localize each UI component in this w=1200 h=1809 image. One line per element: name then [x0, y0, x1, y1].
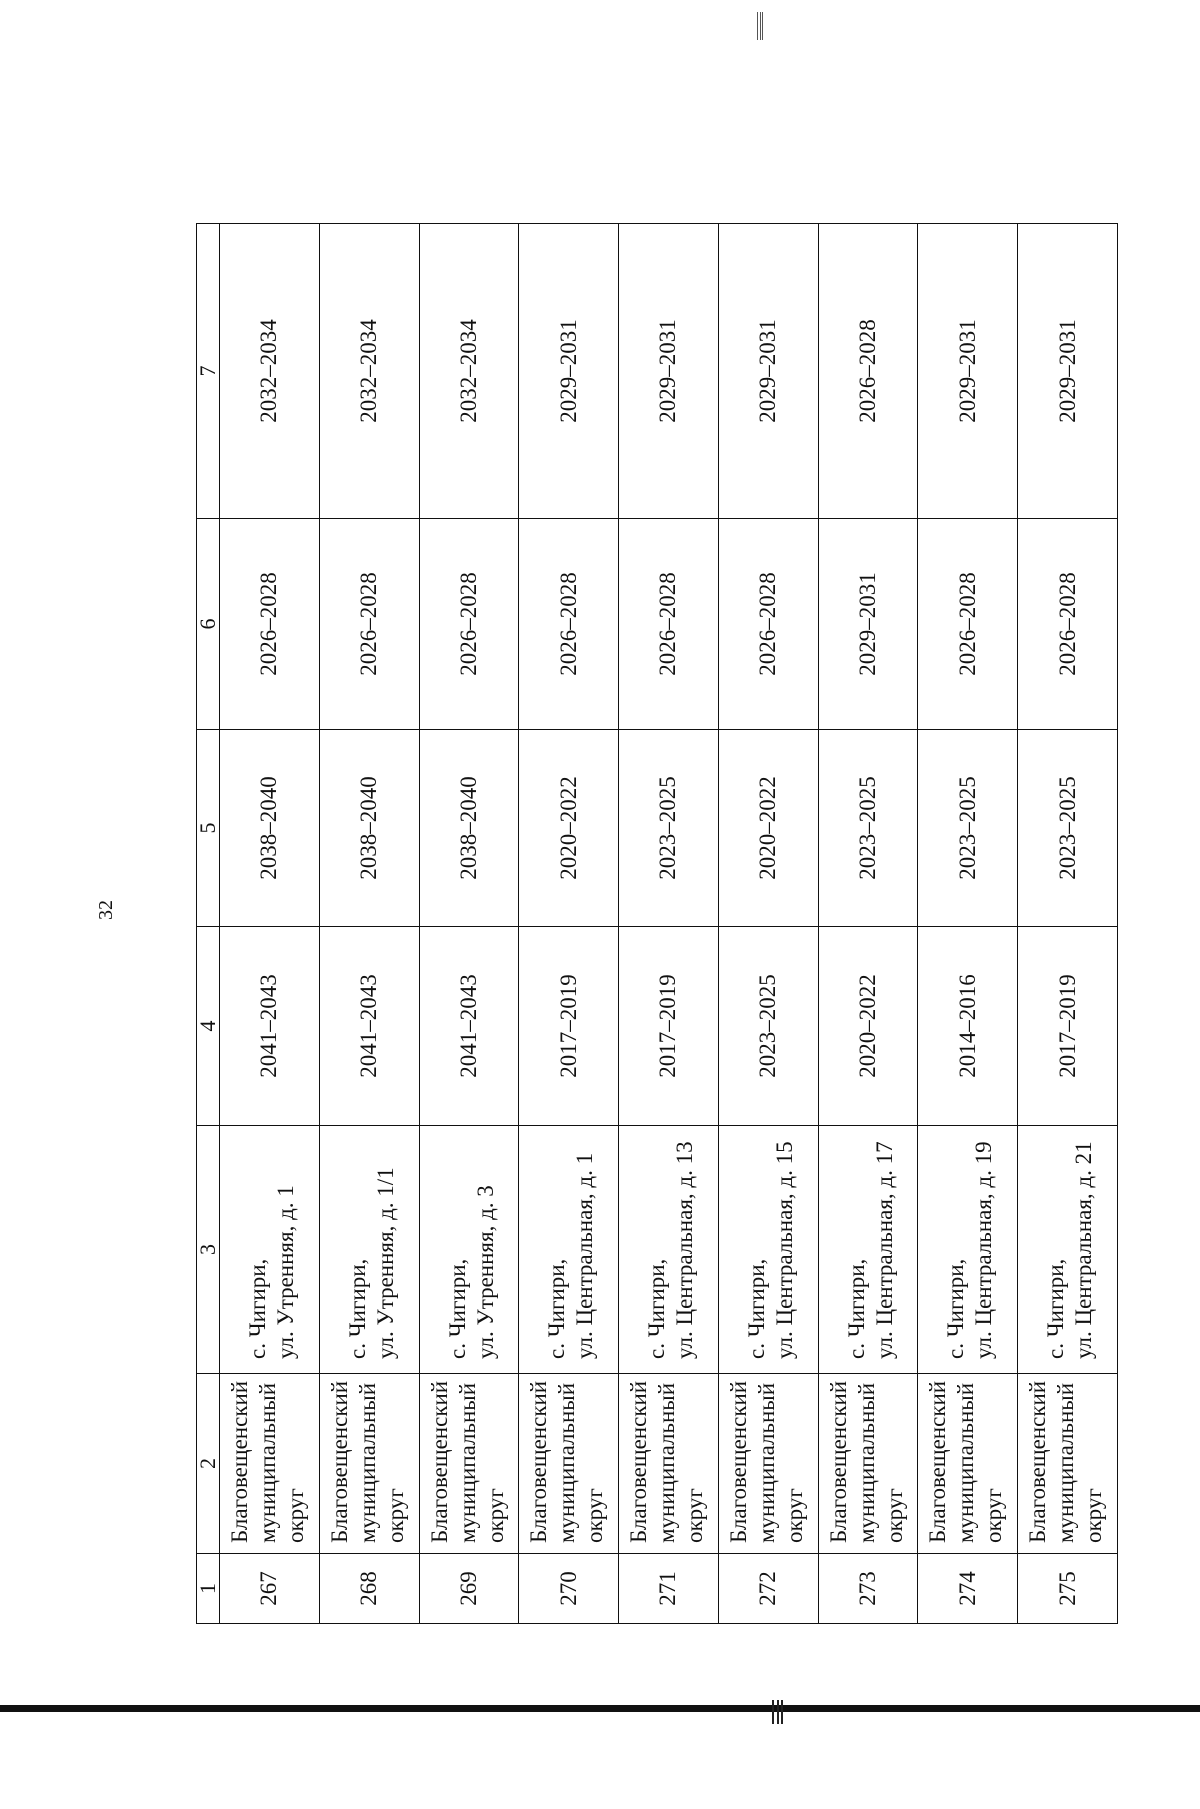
- district-cell: [519, 1374, 619, 1554]
- period-cell: 2026–2028: [220, 519, 320, 730]
- period-cell: 2041–2043: [220, 927, 320, 1126]
- period-cell: 2017–2019: [619, 927, 719, 1126]
- address-line: ул. Утренняя, д. 1/1: [372, 1167, 398, 1359]
- period-cell: 2023–2025: [718, 927, 818, 1126]
- address-line: с. Чигири,: [843, 1258, 869, 1359]
- district-line: муниципальный: [853, 1382, 879, 1543]
- district-line: округ: [1081, 1488, 1107, 1543]
- district-cell: [220, 1374, 320, 1554]
- district-line: округ: [283, 1488, 308, 1543]
- period-cell: 2020–2022: [818, 927, 918, 1126]
- district-line: муниципальный: [354, 1382, 380, 1543]
- district-line: округ: [382, 1488, 408, 1543]
- table-row: [619, 224, 719, 1624]
- scan-edge-bar: [0, 1705, 1200, 1712]
- period-cell: 2032–2034: [220, 224, 320, 519]
- district-line: муниципальный: [554, 1382, 580, 1543]
- period-cell: 2017–2019: [519, 927, 619, 1126]
- row-number-cell: 272: [718, 1554, 818, 1624]
- district-line: округ: [582, 1488, 608, 1543]
- period-cell: 2029–2031: [1018, 224, 1118, 519]
- column-header: 5: [197, 730, 220, 927]
- district-cell: [419, 1374, 519, 1554]
- address-cell: [519, 1126, 619, 1374]
- period-cell: 2017–2019: [1018, 927, 1118, 1126]
- column-header: 1: [197, 1554, 220, 1624]
- address-line: ул. Утренняя, д. 1: [273, 1185, 298, 1359]
- column-header: 2: [197, 1374, 220, 1554]
- table-row: [818, 224, 918, 1624]
- address-line: с. Чигири,: [743, 1258, 769, 1359]
- period-cell: 2020–2022: [519, 730, 619, 927]
- period-cell: 2041–2043: [319, 927, 419, 1126]
- address-line: ул. Центральная, д. 13: [672, 1141, 698, 1359]
- address-line: с. Чигири,: [544, 1258, 570, 1359]
- district-line: округ: [682, 1488, 708, 1543]
- period-cell: 2023–2025: [619, 730, 719, 927]
- district-line: муниципальный: [454, 1382, 480, 1543]
- row-number-cell: 269: [419, 1554, 519, 1624]
- district-line: Благовещенский: [426, 1380, 452, 1543]
- column-header: 4: [197, 927, 220, 1126]
- address-cell: [319, 1126, 419, 1374]
- district-line: Благовещенский: [825, 1380, 851, 1543]
- address-cell: [419, 1126, 519, 1374]
- address-line: с. Чигири,: [1043, 1258, 1069, 1359]
- table-row: [1018, 224, 1118, 1624]
- column-header: 3: [197, 1126, 220, 1374]
- district-line: округ: [881, 1488, 907, 1543]
- district-cell: [918, 1374, 1018, 1554]
- address-line: ул. Центральная, д. 1: [572, 1152, 598, 1359]
- table-row: [419, 224, 519, 1624]
- address-cell: [718, 1126, 818, 1374]
- address-line: ул. Центральная, д. 19: [971, 1141, 997, 1359]
- district-line: Благовещенский: [326, 1380, 352, 1543]
- period-cell: 2029–2031: [718, 224, 818, 519]
- period-cell: 2038–2040: [319, 730, 419, 927]
- period-cell: 2026–2028: [519, 519, 619, 730]
- address-cell: [220, 1126, 320, 1374]
- table-row: [519, 224, 619, 1624]
- district-line: Благовещенский: [725, 1380, 751, 1543]
- district-line: округ: [482, 1488, 508, 1543]
- period-cell: 2029–2031: [918, 224, 1018, 519]
- period-cell: 2026–2028: [319, 519, 419, 730]
- row-number-cell: 273: [818, 1554, 918, 1624]
- column-header: 6: [197, 519, 220, 730]
- address-line: с. Чигири,: [245, 1258, 270, 1359]
- district-cell: [718, 1374, 818, 1554]
- period-cell: 2038–2040: [220, 730, 320, 927]
- row-number-cell: 275: [1018, 1554, 1118, 1624]
- district-line: Благовещенский: [1025, 1380, 1051, 1543]
- address-cell: [1018, 1126, 1118, 1374]
- column-header: 7: [197, 224, 220, 519]
- row-number-cell: 267: [220, 1554, 320, 1624]
- address-line: ул. Утренняя, д. 3: [472, 1185, 498, 1359]
- address-line: ул. Центральная, д. 17: [871, 1141, 897, 1359]
- district-line: муниципальный: [753, 1382, 779, 1543]
- period-cell: 2026–2028: [918, 519, 1018, 730]
- address-line: с. Чигири,: [943, 1258, 969, 1359]
- address-line: ул. Центральная, д. 21: [1071, 1141, 1097, 1359]
- period-cell: 2023–2025: [818, 730, 918, 927]
- period-cell: 2029–2031: [818, 519, 918, 730]
- data-table: [196, 223, 1118, 1624]
- period-cell: 2026–2028: [419, 519, 519, 730]
- scan-mark-bottom: [772, 1700, 786, 1724]
- period-cell: 2020–2022: [718, 730, 818, 927]
- district-line: округ: [981, 1488, 1007, 1543]
- address-line: ул. Центральная, д. 15: [771, 1141, 797, 1359]
- table-row: [918, 224, 1018, 1624]
- table-body: [220, 224, 1118, 1624]
- period-cell: 2023–2025: [918, 730, 1018, 927]
- period-cell: 2026–2028: [619, 519, 719, 730]
- period-cell: 2032–2034: [419, 224, 519, 519]
- district-line: округ: [781, 1488, 807, 1543]
- district-line: муниципальный: [654, 1382, 680, 1543]
- district-cell: [319, 1374, 419, 1554]
- address-line: с. Чигири,: [444, 1258, 470, 1359]
- address-cell: [918, 1126, 1018, 1374]
- period-cell: 2029–2031: [519, 224, 619, 519]
- table-row: [220, 224, 320, 1624]
- scan-mark-top: [757, 12, 763, 40]
- district-cell: [619, 1374, 719, 1554]
- address-cell: [818, 1126, 918, 1374]
- district-cell: [818, 1374, 918, 1554]
- district-line: муниципальный: [255, 1382, 280, 1543]
- period-cell: 2026–2028: [818, 224, 918, 519]
- header-row: [197, 224, 220, 1624]
- period-cell: 2038–2040: [419, 730, 519, 927]
- district-line: Благовещенский: [626, 1380, 652, 1543]
- district-line: Благовещенский: [925, 1380, 951, 1543]
- rotated-table-container: [196, 224, 1118, 1624]
- address-line: с. Чигири,: [344, 1258, 370, 1359]
- table-row: [319, 224, 419, 1624]
- period-cell: 2029–2031: [619, 224, 719, 519]
- address-line: с. Чигири,: [644, 1258, 670, 1359]
- period-cell: 2023–2025: [1018, 730, 1118, 927]
- district-line: муниципальный: [1053, 1382, 1079, 1543]
- district-line: Благовещенский: [227, 1380, 252, 1543]
- period-cell: 2026–2028: [718, 519, 818, 730]
- district-line: Благовещенский: [526, 1380, 552, 1543]
- row-number-cell: 271: [619, 1554, 719, 1624]
- period-cell: 2041–2043: [419, 927, 519, 1126]
- row-number-cell: 270: [519, 1554, 619, 1624]
- district-cell: [1018, 1374, 1118, 1554]
- address-cell: [619, 1126, 719, 1374]
- period-cell: 2032–2034: [319, 224, 419, 519]
- district-line: муниципальный: [953, 1382, 979, 1543]
- period-cell: 2026–2028: [1018, 519, 1118, 730]
- row-number-cell: 268: [319, 1554, 419, 1624]
- table-row: [718, 224, 818, 1624]
- row-number-cell: 274: [918, 1554, 1018, 1624]
- period-cell: 2014–2016: [918, 927, 1018, 1126]
- page-number: 32: [95, 900, 117, 920]
